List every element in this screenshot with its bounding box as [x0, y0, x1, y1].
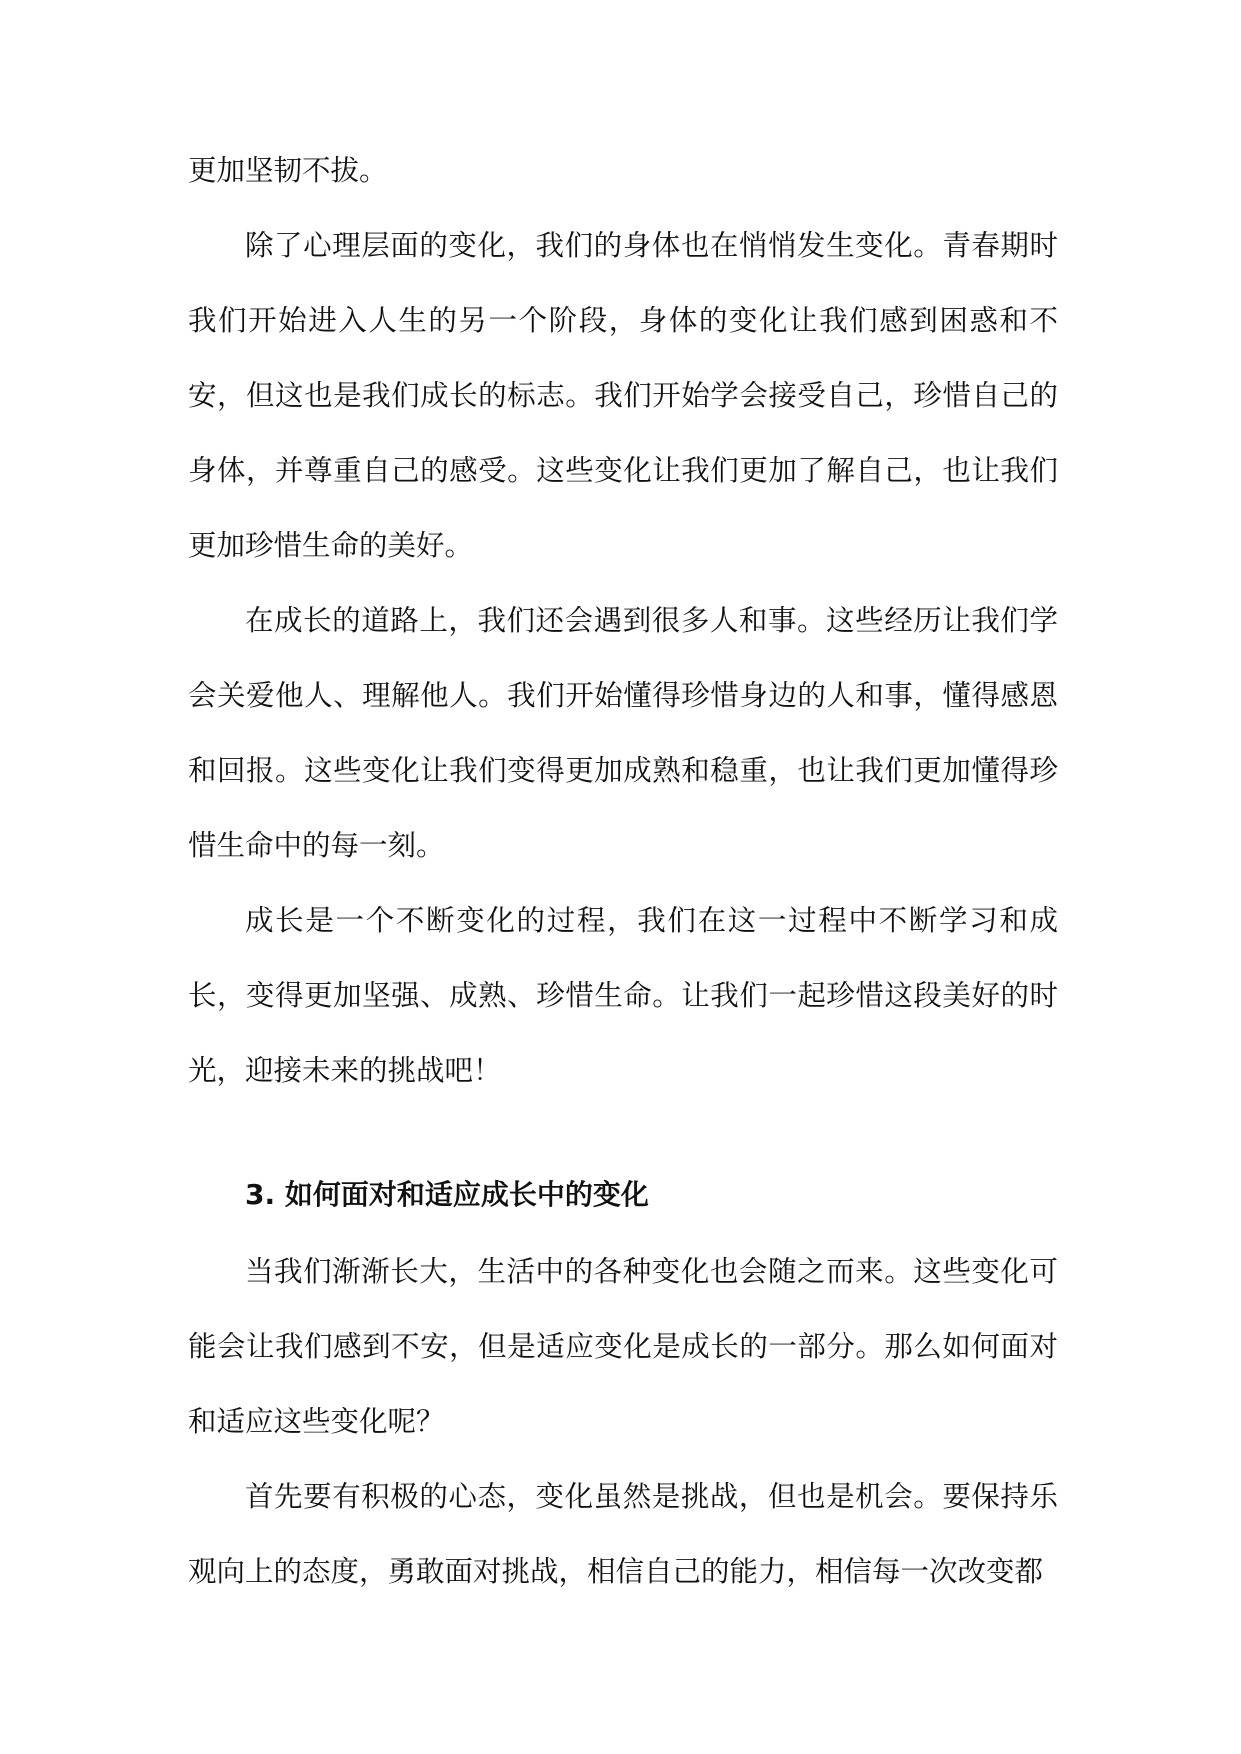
paragraph-continuation: 更加坚韧不拔。 — [188, 154, 388, 187]
paragraph-body-changes: 除了心理层面的变化，我们的身体也在悄悄发生变化。青春期时我们开始进入人生的另一个阶段，身体的变化让我们感到困惑和不安，但这也是我们成长的标志。我们开始学会接受自己，珍惜自己的身体，并尊重自己的感受。这些变化让我们更加了解自己，也让我们更加珍惜生命的美好。 — [188, 229, 1058, 562]
paragraph-people-and-events: 在成长的道路上，我们还会遇到很多人和事。这些经历让我们学会关爱他人、理解他人。我们开始懂得珍惜身边的人和事，懂得感恩和回报。这些变化让我们变得更加成熟和稳重，也让我们更加懂得珍惜生命中的每一刻。 — [188, 604, 1058, 862]
paragraph-positive-mindset: 首先要有积极的心态，变化虽然是挑战，但也是机会。要保持乐观向上的态度，勇敢面对挑战，相信自己的能力，相信每一次改变都 — [188, 1480, 1058, 1588]
document-body — [188, 133, 1058, 1609]
paragraph-facing-changes: 当我们渐渐长大，生活中的各种变化也会随之而来。这些变化可能会让我们感到不安，但是适应变化是成长的一部分。那么如何面对和适应这些变化呢？ — [188, 1255, 1058, 1438]
section-heading: 3. 如何面对和适应成长中的变化 — [245, 1178, 649, 1211]
paragraph-growth-conclusion: 成长是一个不断变化的过程，我们在这一过程中不断学习和成长，变得更加坚强、成熟、珍惜生命。让我们一起珍惜这段美好的时光，迎接未来的挑战吧！ — [188, 904, 1058, 1087]
